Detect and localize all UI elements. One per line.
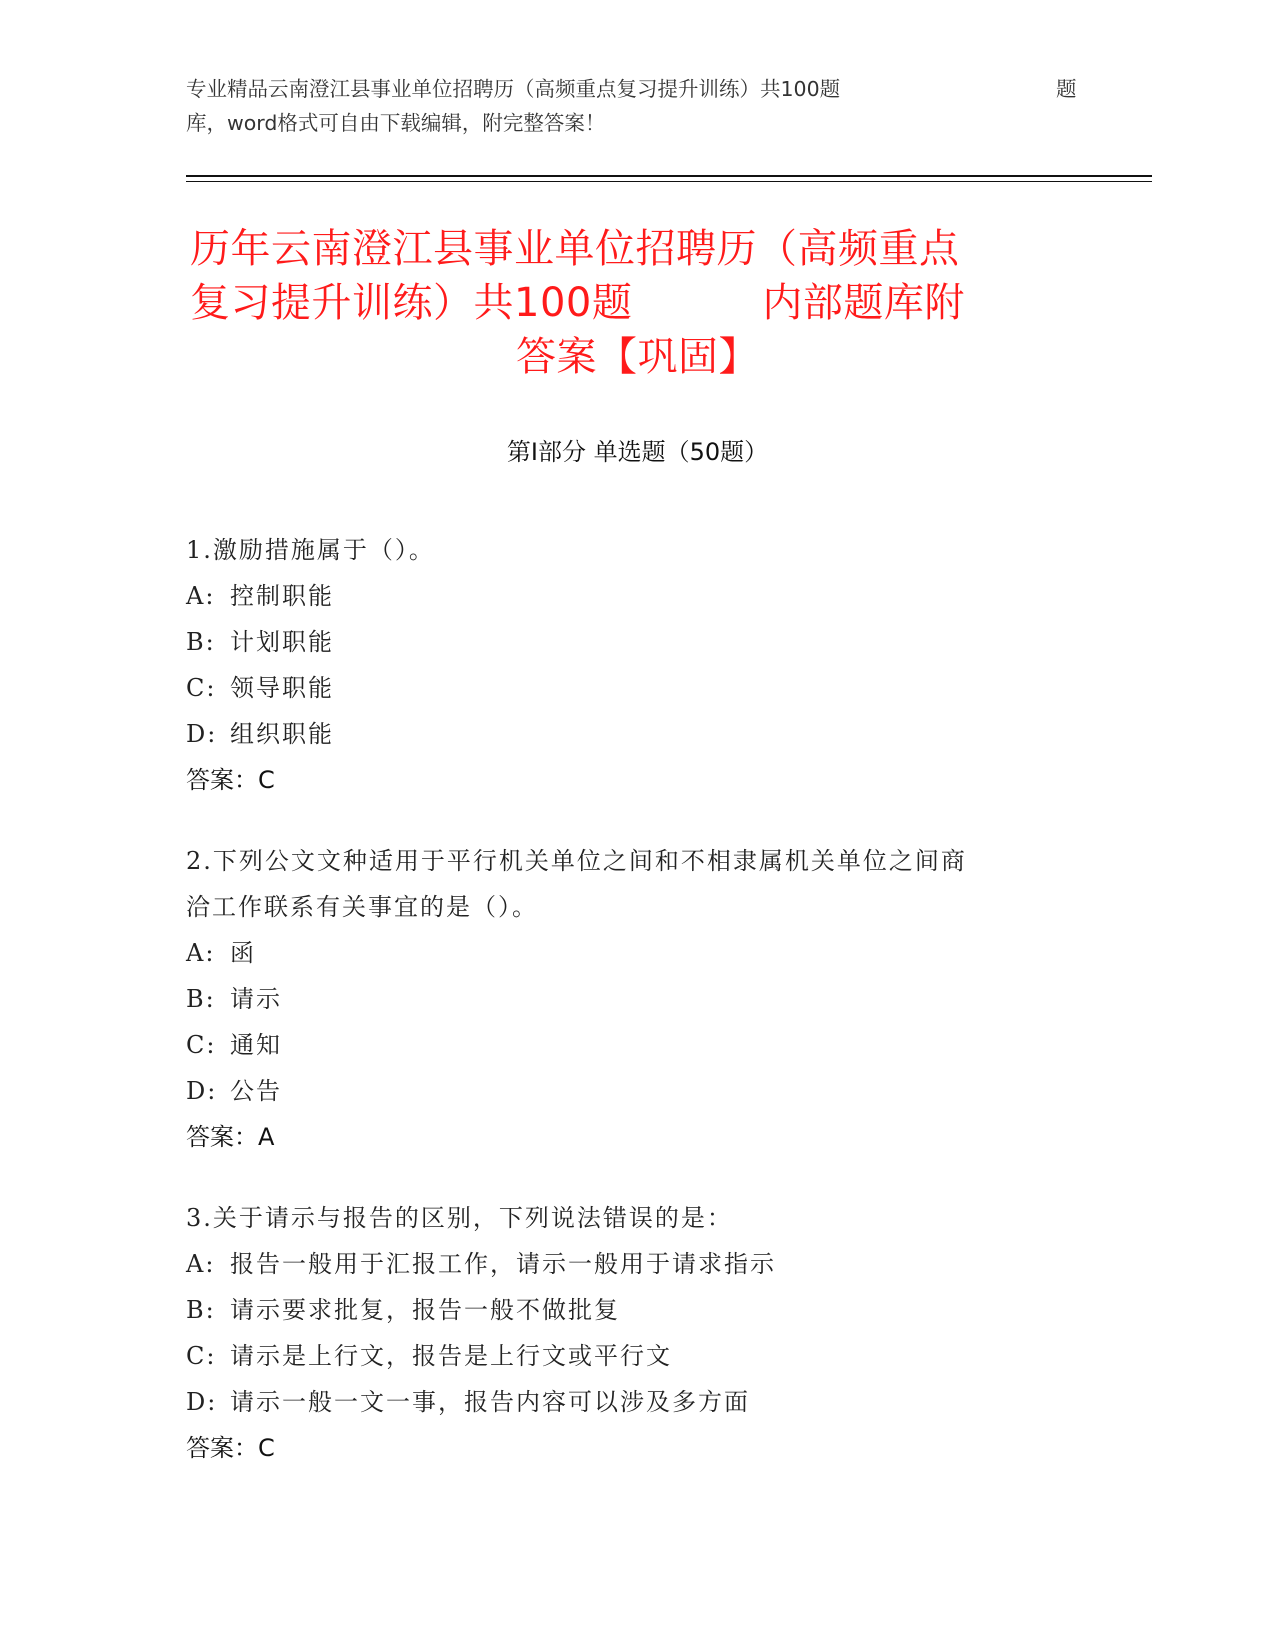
document-title-line-1: 历年云南澄江县事业单位招聘历（高频重点 [190,226,960,272]
option-b [186,976,1086,1022]
option-b [186,1287,1086,1333]
option-d [186,711,1086,757]
option-text: 组织职能 [230,720,334,748]
header-line-2: 库，word格式可自由下载编辑，附完整答案！ [186,111,606,135]
question-2 [186,838,1086,1160]
option-text: 计划职能 [230,628,334,656]
option-a [186,573,1086,619]
section-title: 第Ⅰ部分 单选题（50题） [506,438,769,466]
option-d [186,1068,1086,1114]
option-letter: A: [186,1250,216,1278]
option-a [186,1241,1086,1287]
header-line-1-tail: 题 [1056,77,1077,101]
header-divider-thin [186,181,1152,182]
option-text: 请示 [230,985,282,1013]
option-c [186,1022,1086,1068]
document-title-line-2a: 复习提升训练）共100题 [190,280,633,326]
answer-line: 答案：A [186,1123,275,1151]
option-text: 请示一般一文一事，报告内容可以涉及多方面 [230,1388,750,1416]
document-title-line-2 [190,276,1085,330]
document-title-line-2b: 内部题库附 [762,280,965,326]
option-b [186,619,1086,665]
option-letter: D: [186,720,218,748]
answer-line: 答案：C [186,1434,275,1462]
option-text: 请示是上行文，报告是上行文或平行文 [230,1342,672,1370]
option-letter: C: [186,1031,217,1059]
question-1 [186,527,1086,803]
page-header [186,72,1077,140]
header-divider-thick [186,175,1152,177]
option-letter: B: [186,1296,216,1324]
option-text: 函 [230,939,256,967]
document-title-line-3: 答案【巩固】 [516,334,759,380]
header-line-1-text: 专业精品云南澄江县事业单位招聘历（高频重点复习提升训练）共100题 [186,77,841,101]
question-text: 1.激励措施属于（）。 [186,536,435,564]
option-letter: A: [186,939,216,967]
option-text: 通知 [230,1031,282,1059]
option-text: 报告一般用于汇报工作，请示一般用于请求指示 [230,1250,776,1278]
option-text: 请示要求批复，报告一般不做批复 [230,1296,620,1324]
option-letter: B: [186,985,216,1013]
option-c [186,665,1086,711]
question-3 [186,1195,1086,1471]
option-c [186,1333,1086,1379]
option-letter: A: [186,582,216,610]
question-text-continued: 洽工作联系有关事宜的是（）。 [186,893,538,921]
header-line-1 [186,72,1077,106]
question-list [186,527,1086,1506]
document-title [190,222,1085,384]
option-letter: C: [186,1342,217,1370]
option-letter: D: [186,1388,218,1416]
option-letter: B: [186,628,216,656]
option-letter: D: [186,1077,218,1105]
answer-line: 答案：C [186,766,275,794]
question-text: 3.关于请示与报告的区别，下列说法错误的是： [186,1204,733,1232]
option-text: 领导职能 [230,674,334,702]
option-a [186,930,1086,976]
option-d [186,1379,1086,1425]
option-letter: C: [186,674,217,702]
question-text: 2.下列公文文种适用于平行机关单位之间和不相隶属机关单位之间商 [186,847,967,875]
option-text: 公告 [230,1077,282,1105]
option-text: 控制职能 [230,582,334,610]
